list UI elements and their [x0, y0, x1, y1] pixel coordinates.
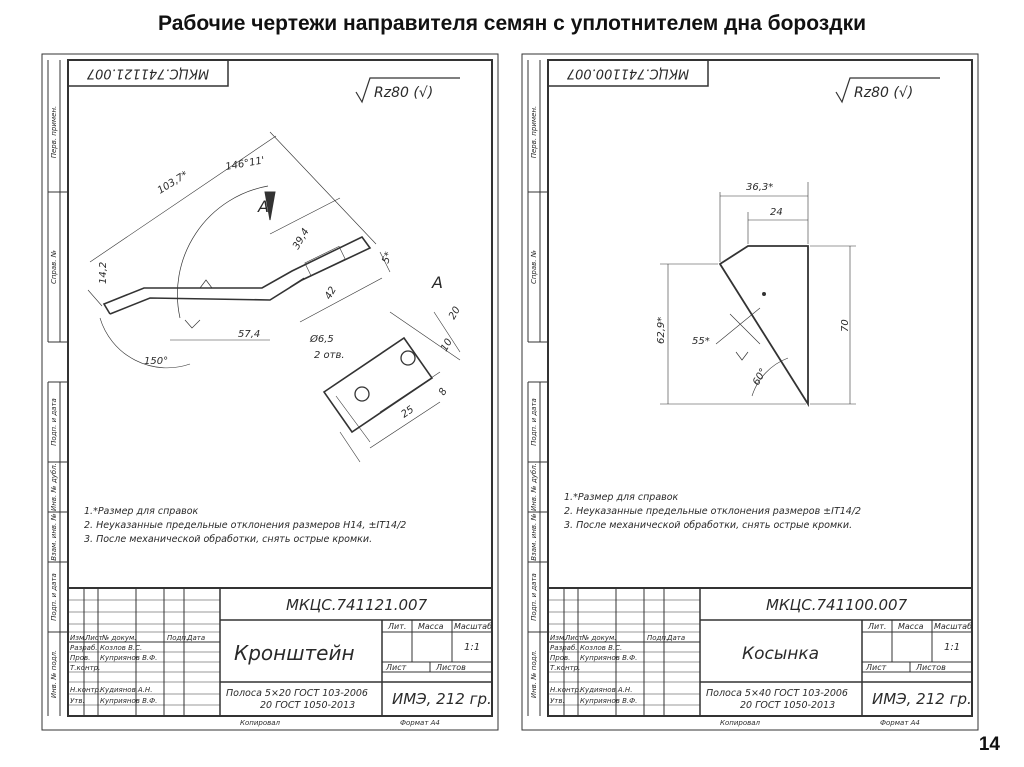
format-label: Формат А4 [880, 719, 920, 727]
dim-label: 103,7* [155, 169, 191, 197]
side-label: Перв. примен. [530, 105, 538, 159]
dim-label: 2 отв. [314, 350, 345, 361]
side-label: Перв. примен. [50, 105, 58, 159]
note: 3. После механической обработки, снять острые кромки. [564, 520, 853, 531]
tb-role: Н.контр. [550, 686, 582, 694]
tb-mass: Масса [418, 622, 444, 631]
organization: ИМЭ, 212 гр. [392, 690, 492, 708]
tb-header: Изм. [70, 634, 87, 642]
tb-role: Пров. [70, 654, 91, 662]
dim-label: 150° [144, 356, 169, 367]
copied-label: Копировал [240, 719, 280, 727]
dim-label: 36,3* [746, 182, 774, 193]
view-label: А [432, 273, 443, 292]
side-label: Взам. инв. № [50, 513, 58, 561]
roughness-mark [836, 78, 940, 102]
side-label: Справ. № [50, 249, 58, 285]
dim-label: 24 [770, 207, 783, 218]
dim-label: 5* [380, 250, 395, 266]
drawing-sheet-gusset [520, 52, 980, 732]
dim-label: 14,2 [98, 261, 109, 284]
part-name: Косынка [742, 644, 820, 664]
tb-sheet: Лист [386, 663, 407, 672]
side-label: Инв. № дубл. [530, 463, 538, 511]
dim-label: 20 [447, 304, 463, 322]
material: 20 ГОСТ 1050-2013 [740, 700, 836, 711]
tb-scale-value: 1:1 [944, 642, 961, 653]
tb-header: Подп. [647, 634, 669, 642]
drawing-sheet-bracket [40, 52, 500, 732]
part-name: Кронштейн [234, 641, 355, 665]
tb-role: Пров. [550, 654, 571, 662]
side-label: Подп. и дата [50, 573, 58, 621]
tb-sheets: Листов [436, 663, 466, 672]
rotated-code-box [548, 60, 708, 86]
organization: ИМЭ, 212 гр. [872, 690, 972, 708]
tb-person: Куприянов В.Ф. [580, 697, 638, 705]
dim-label: 55* [692, 336, 710, 347]
view-arrow-label: А [258, 197, 269, 216]
dim-label: 10 [439, 336, 455, 354]
tb-role: Утв. [70, 697, 85, 705]
side-label: Инв. № подл. [50, 649, 58, 699]
tb-scale: Масштаб [454, 622, 493, 631]
dim-label: 146°11' [224, 155, 266, 173]
side-label: Подп. и дата [50, 398, 58, 446]
rotated-code-box [68, 60, 228, 86]
side-label: Взам. инв. № [530, 513, 538, 561]
tb-role: Н.контр. [70, 686, 102, 694]
dim-label: 8 [437, 386, 450, 398]
tb-header: Лист [565, 634, 583, 642]
tb-sheets: Листов [916, 663, 946, 672]
dim-label: 39,4 [291, 226, 312, 252]
side-label: Инв. № подл. [530, 649, 538, 699]
tb-person: Козлов В.С. [580, 644, 623, 652]
dim-label: Ø6,5 [310, 334, 334, 345]
copied-label: Копировал [720, 719, 760, 727]
dim-label: 57,4 [238, 329, 261, 340]
dim-label: 25 [399, 404, 417, 421]
material: 20 ГОСТ 1050-2013 [260, 700, 356, 711]
side-label: Справ. № [530, 249, 538, 285]
tb-mass: Масса [898, 622, 924, 631]
tb-role: Т.контр. [70, 664, 101, 672]
note: 1.*Размер для справок [564, 492, 679, 503]
tb-role: Т.контр. [550, 664, 581, 672]
tb-person: Козлов В.С. [100, 644, 143, 652]
dim-label: 42 [323, 284, 339, 302]
tb-scale: Масштаб [934, 622, 973, 631]
side-label: Инв. № дубл. [50, 463, 58, 511]
dim-label: 60° [751, 366, 770, 388]
drawing-code: МКЦС.741100.007 [766, 596, 908, 614]
note: 1.*Размер для справок [84, 506, 199, 517]
roughness-text: Rz80 (√) [374, 85, 434, 101]
tb-header: Дата [187, 634, 206, 642]
tb-role: Разраб. [550, 644, 578, 652]
tb-person: Куприянов В.Ф. [580, 654, 638, 662]
note: 2. Неуказанные предельные отклонения размеров Н14, ±IT14/2 [84, 520, 407, 531]
tb-header: Лист [85, 634, 103, 642]
tb-sheet: Лист [866, 663, 887, 672]
side-label: Подп. и дата [530, 573, 538, 621]
tb-header: № докум. [582, 634, 617, 642]
note: 3. После механической обработки, снять острые кромки. [84, 534, 373, 545]
tb-header: Подп. [167, 634, 189, 642]
tb-person: Кудиянов А.Н. [580, 686, 633, 694]
format-label: Формат А4 [400, 719, 440, 727]
tb-role: Утв. [550, 697, 565, 705]
tb-header: Дата [667, 634, 686, 642]
tb-header: № докум. [102, 634, 137, 642]
page-number: 14 [978, 734, 1000, 755]
roughness-mark [356, 78, 460, 102]
tb-lit: Лит. [868, 622, 887, 631]
notes [564, 492, 861, 531]
side-stamp-column [528, 60, 548, 716]
side-label: Подп. и дата [530, 398, 538, 446]
note: 2. Неуказанные предельные отклонения размеров ±IT14/2 [564, 506, 862, 517]
notes [84, 506, 406, 545]
material: Полоса 5×20 ГОСТ 103-2006 [226, 688, 368, 699]
tb-header: Изм. [550, 634, 567, 642]
drawing-code: МКЦС.741121.007 [286, 596, 428, 614]
roughness-text: Rz80 (√) [854, 85, 914, 101]
rotated-code: МКЦС.741121.007 [86, 65, 210, 81]
tb-person: Куприянов В.Ф. [100, 697, 158, 705]
tb-role: Разраб. [70, 644, 98, 652]
tb-lit: Лит. [388, 622, 407, 631]
rotated-code: МКЦС.741100.007 [566, 65, 690, 81]
side-stamp-column [48, 60, 68, 716]
tb-scale-value: 1:1 [464, 642, 481, 653]
tb-person: Кудиянов А.Н. [100, 686, 153, 694]
material: Полоса 5×40 ГОСТ 103-2006 [706, 688, 848, 699]
slide-title: Рабочие чертежи направителя семян с уплотнителем дна бороздки [157, 12, 866, 35]
dim-label: 70 [840, 319, 851, 332]
dim-label: 62,9* [656, 316, 667, 344]
tb-person: Куприянов В.Ф. [100, 654, 158, 662]
